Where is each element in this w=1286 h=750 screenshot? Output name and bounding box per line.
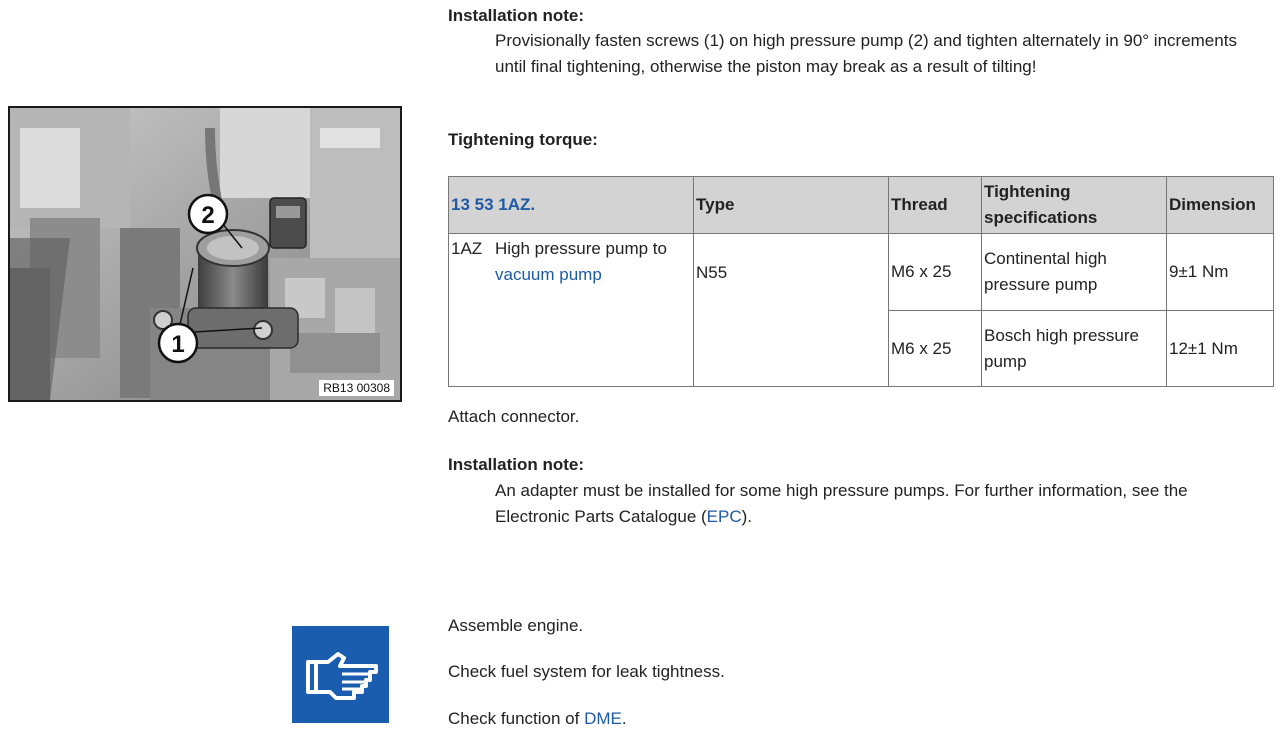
header-dimension: Dimension <box>1167 177 1274 234</box>
torque-id-link[interactable]: 13 53 1AZ. <box>451 195 536 214</box>
spec-line: pressure pump <box>984 275 1098 294</box>
spec-line: Continental high <box>984 249 1107 268</box>
header-type: Type <box>694 177 889 234</box>
thread-cell: M6 x 25 <box>889 311 982 387</box>
spec-cell <box>982 311 1167 387</box>
installation-note-line: Provisionally fasten screws (1) on high pressure pump (2) and tighten alternately in 90° increments <box>495 31 1237 50</box>
check-function-step: Check function of DME. <box>448 709 627 728</box>
installation-note-heading: Installation note: <box>448 6 584 25</box>
callout-1 <box>159 324 197 362</box>
installation-note-text <box>495 478 1275 530</box>
spec-cell <box>982 234 1167 311</box>
torque-table <box>448 176 1274 387</box>
dimension-cell: 12±1 Nm <box>1167 311 1274 387</box>
assemble-engine-step: Assemble engine. <box>448 616 584 635</box>
callout-2 <box>189 195 227 233</box>
installation-note-line: An adapter must be installed for some high pressure pumps. For further information, see the <box>495 481 1188 500</box>
svg-text:2: 2 <box>201 202 215 229</box>
table-row <box>449 234 1274 311</box>
dme-link[interactable]: DME <box>584 709 622 728</box>
check-fuel-system-step: Check fuel system for leak tightness. <box>448 662 725 681</box>
pointing-hand-icon <box>292 626 389 723</box>
spec-line: pump <box>984 351 1027 371</box>
dimension-cell: 9±1 Nm <box>1167 234 1274 311</box>
tightening-torque-heading: Tightening torque: <box>448 130 598 149</box>
attach-connector-step: Attach connector. <box>448 407 580 426</box>
figure-label: RB13 00308 <box>319 380 394 396</box>
item-desc: High pressure pump to <box>495 239 667 258</box>
engine-figure <box>8 106 402 402</box>
header-spec-line: Tightening <box>984 182 1071 201</box>
installation-note-text <box>495 28 1285 80</box>
table-header-row <box>449 177 1274 234</box>
spec-line: Bosch high pressure <box>984 325 1139 345</box>
thread-cell: M6 x 25 <box>889 234 982 311</box>
header-id[interactable] <box>449 177 694 234</box>
item-code: 1AZ <box>451 239 483 258</box>
engine-illustration <box>10 108 400 400</box>
type-cell: N55 <box>694 234 889 387</box>
installation-note-line: until final tightening, otherwise the piston may break as a result of tilting! <box>495 57 1037 76</box>
item-cell <box>449 234 694 387</box>
epc-link[interactable]: EPC <box>706 507 742 526</box>
header-spec-line: specifications <box>984 208 1098 227</box>
header-spec <box>982 177 1167 234</box>
header-thread: Thread <box>889 177 982 234</box>
installation-note-heading: Installation note: <box>448 455 584 474</box>
installation-note-line: Electronic Parts Catalogue (EPC). <box>495 507 753 526</box>
vacuum-pump-link[interactable]: vacuum pump <box>495 265 602 284</box>
svg-text:1: 1 <box>171 331 185 358</box>
